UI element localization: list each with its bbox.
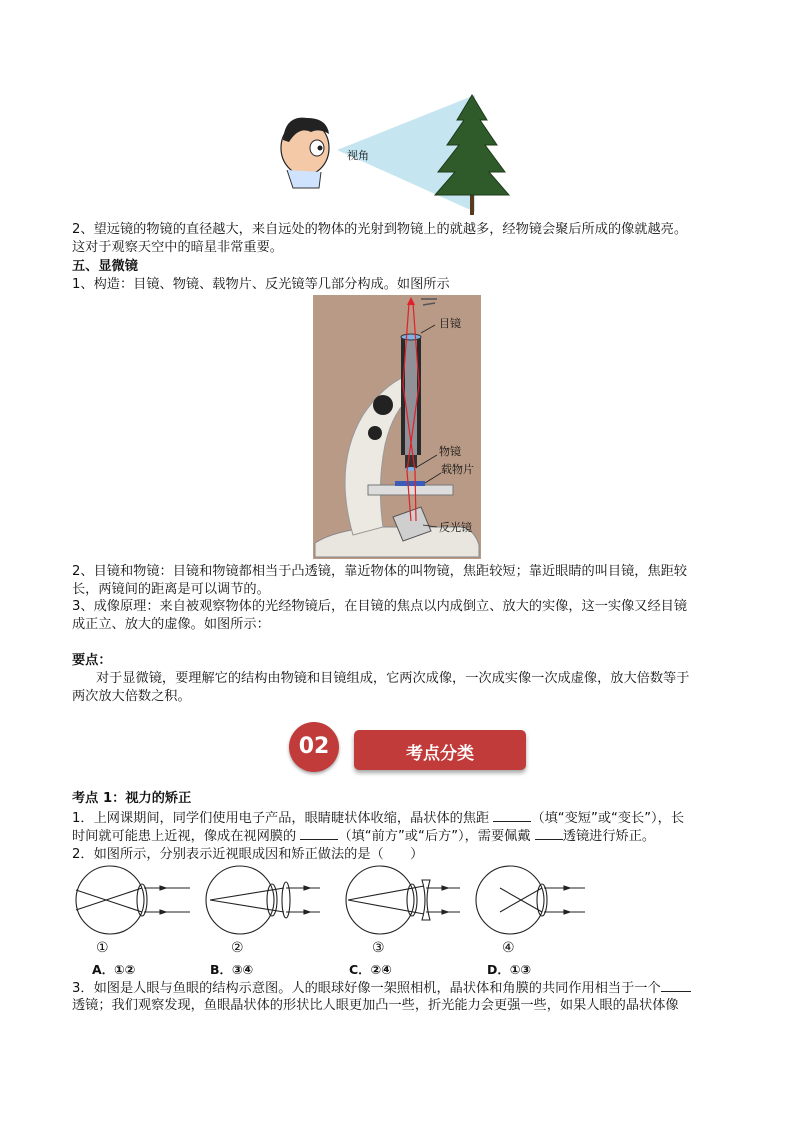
section-number-badge bbox=[289, 722, 339, 772]
label-slide: 载物片 bbox=[441, 463, 474, 476]
eye-diagram-4 bbox=[476, 866, 585, 934]
answer-blank-1[interactable] bbox=[493, 809, 531, 822]
question3-line1 bbox=[72, 979, 732, 998]
choice-c[interactable]: C．②④ bbox=[349, 962, 392, 977]
answer-blank-3[interactable] bbox=[535, 827, 563, 840]
microscope-structure-text: 1、构造：目镜、物镜、载物片、反光镜等几部分构成。如图所示 bbox=[72, 277, 450, 292]
telescope-para-line2: 这对于观察天空中的暗星非常重要。 bbox=[72, 240, 283, 255]
label-objective: 物镜 bbox=[439, 445, 461, 458]
lenses-para-line2: 长，两镜间的距离是可以调节的。 bbox=[72, 582, 270, 597]
eye-diagram-2 bbox=[206, 866, 320, 934]
exam-point-title: 考点 1：视力的矫正 bbox=[72, 791, 192, 806]
figure-label-3: ③ bbox=[372, 940, 385, 956]
lenses-para-line1: 2、目镜和物镜：目镜和物镜都相当于凸透镜，靠近物体的叫物镜，焦距较短；靠近眼睛的叫目镜，焦距较 bbox=[72, 564, 688, 579]
answer-blank-2[interactable] bbox=[300, 827, 338, 840]
imaging-para-line1: 3、成像原理：来自被观察物体的光经物镜后，在目镜的焦点以内成倒立、放大的实像，这一实像又经目镜 bbox=[72, 599, 688, 614]
figure-label-4: ④ bbox=[502, 940, 515, 956]
keypoint-line1: 对于显微镜，要理解它的结构由物镜和目镜组成，它两次成像，一次成实像一次成虚像，放大倍数等于 bbox=[96, 671, 690, 686]
question1-line1-text-b: （填“变短”或“变长”），长 bbox=[531, 811, 685, 826]
eye-diagrams bbox=[70, 862, 590, 938]
choice-a[interactable]: A．①② bbox=[92, 962, 136, 977]
question1-line2-text-c: 透镜进行矫正。 bbox=[562, 829, 656, 844]
section-number: 02 bbox=[298, 734, 330, 759]
choice-b[interactable]: B．③④ bbox=[210, 962, 254, 977]
question3-line2: 透镜；我们观察发现，鱼眼晶状体的形状比人眼更加凸一些，折光能力会更强一些，如果人眼的晶状体像 bbox=[72, 998, 679, 1013]
choice-d[interactable]: D．①③ bbox=[487, 962, 532, 977]
question2-text: 2．如图所示，分别表示近视眼成因和矫正做法的是（ ） bbox=[72, 847, 424, 862]
question1-line2-text-a: 时间就可能患上近视，像成在视网膜的 bbox=[72, 829, 297, 844]
telescope-para-line1: 2、望远镜的物镜的直径越大，来自远处的物体的光射到物镜上的就越多，经物镜会聚后所成的像就越亮。 bbox=[72, 222, 688, 237]
answer-blank-4[interactable] bbox=[661, 979, 691, 992]
eye-diagram-1 bbox=[76, 866, 190, 934]
figure-label-1: ① bbox=[96, 940, 109, 956]
question3-line1-text: 3．如图是人眼与鱼眼的结构示意图。人的眼球好像一架照相机，晶状体和角膜的共同作用相当于一个 bbox=[72, 981, 661, 996]
keypoint-title: 要点： bbox=[72, 653, 112, 668]
keypoint-line2: 两次放大倍数之积。 bbox=[72, 689, 191, 704]
visual-angle-illustration bbox=[275, 90, 525, 220]
figure-label-2: ② bbox=[231, 940, 244, 956]
section-banner-title: 考点分类 bbox=[406, 744, 474, 764]
visual-angle-figure bbox=[275, 90, 525, 220]
microscope-figure bbox=[313, 295, 481, 559]
eye-diagram-3 bbox=[346, 866, 460, 934]
question1-line1 bbox=[72, 809, 732, 828]
label-eyepiece: 目镜 bbox=[439, 317, 461, 330]
question1-line2 bbox=[72, 827, 732, 846]
visual-angle-label: 视角 bbox=[347, 149, 369, 162]
imaging-para-line2: 成正立、放大的虚像。如图所示： bbox=[72, 617, 270, 632]
question1-line1-text-a: 1．上网课期间，同学们使用电子产品，眼睛睫状体收缩，晶状体的焦距 bbox=[72, 811, 490, 826]
question1-line2-text-b: （填“前方”或“后方”），需要佩戴 bbox=[338, 829, 531, 844]
section-title-banner bbox=[354, 730, 526, 770]
label-mirror: 反光镜 bbox=[439, 521, 472, 534]
section-title-microscope: 五、显微镜 bbox=[72, 259, 138, 274]
